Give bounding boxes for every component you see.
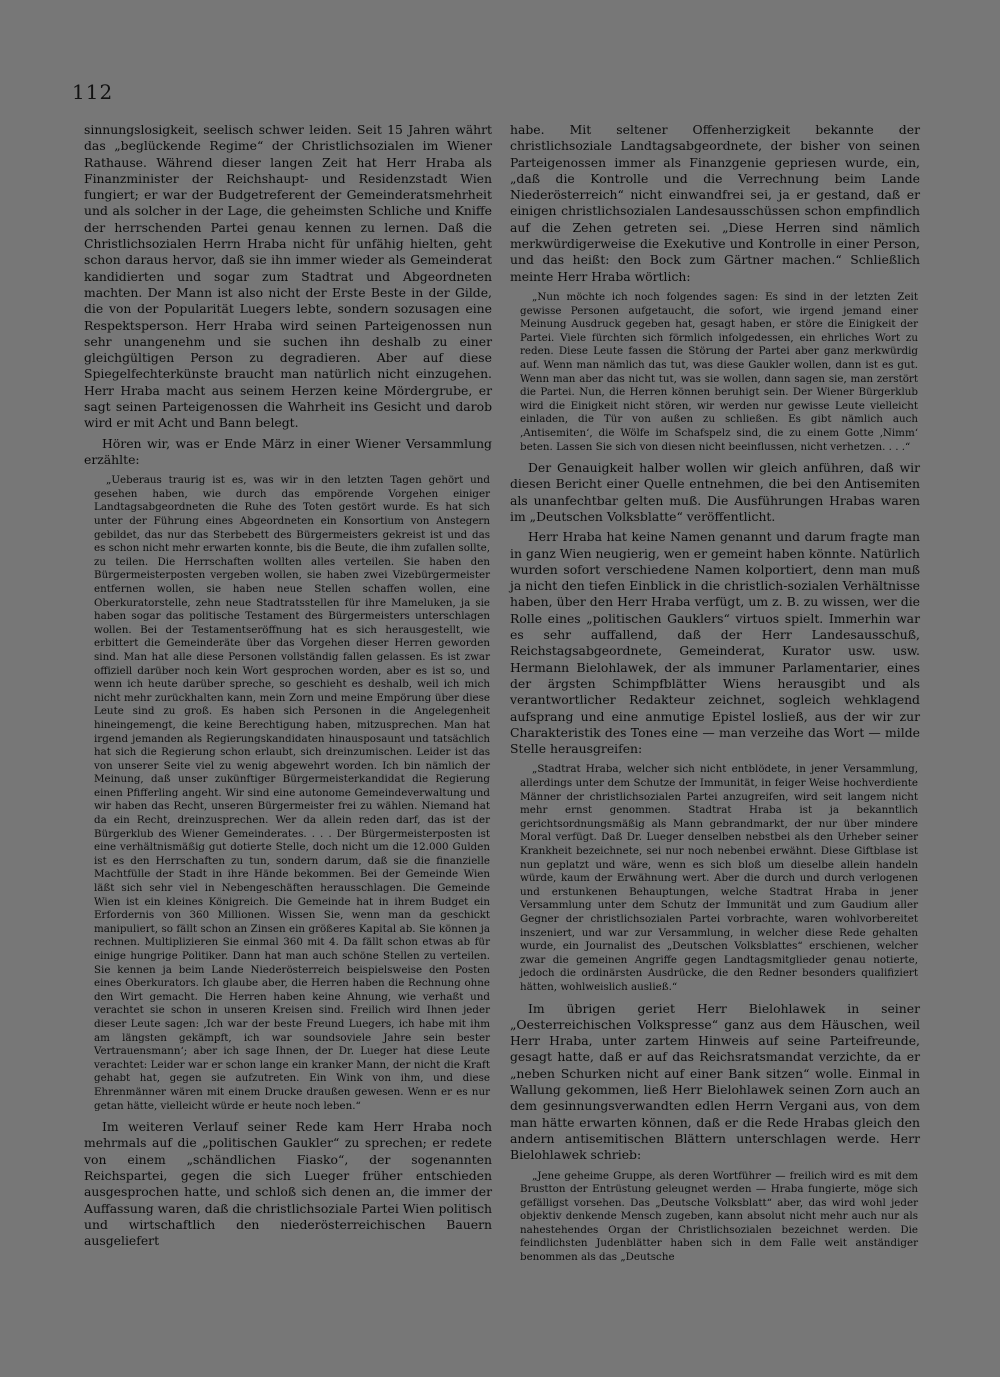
right-quote-2 xyxy=(510,763,920,994)
right-paragraph-4: Im übrigen geriet Herr Bielohlawek in seiner „Oesterreichischen Volkspresse“ ganz aus dem Häuschen, weil Herr Hraba, unter zartem Hinweis auf seine Parteifreunde, gesagt hatte, daß er auf das Reichsratsmandat verzichte, da er „neben Schurken nicht auf einer Bank sitzen“ wolle. Einmal in Wallung gekommen, ließ Herr Bielohlawek seinen Zorn auch an dem gesinnungsverwandten edlen Herrn Vergani aus, von dem man hätte erwarten können, daß er die Rede Hrabas gleich den andern antisemitischen Blättern unterschlagen werde. Herr Bielohlawek schrieb: xyxy=(510,1000,920,1163)
right-quote-3-text: „Jene geheime Gruppe, als deren Wortführer — freilich wird es mit dem Brustton der Entrüstung geleugnet werden — Hraba fungierte, möge sich gefälligst vorsehen. Das „Deutsche Volksblatt“ aber, das wird wohl jeder objektiv denkende Mensch zugeben, kann absolut nicht mehr auch nur als nahestehendes Organ der Christlichsozialen bezeichnet werden. Die feindlichsten Judenblätter haben sich in dem Falle weit anständiger benommen als das „Deutsche xyxy=(520,1169,918,1264)
right-quote-1-text: „Nun möchte ich noch folgendes sagen: Es sind in der letzten Zeit gewisse Personen aufgetaucht, die sofort, wie irgend jemand einer Meinung Ausdruck gegeben hat, gesagt haben, er störe die Einigkeit der Partei. Viele fürchten sich förmlich infolgedessen, ein ehrliches Wort zu reden. Diese Leute fassen die Störung der Partei aber ganz merkwürdig auf. Wenn man nämlich das tut, was diese Gaukler wollen, dann ist es gut. Wenn man aber das nicht tut, was sie wollen, dann sagen sie, man zerstört die Partei. Nun, die Herren können beruhigt sein. Der Wiener Bürgerklub wird die Einigkeit nicht stören, wir werden nur gewisse Leute vielleicht einladen, die Tür von außen zu schließen. Es gibt nämlich auch ‚Antisemiten‘, die Wölfe im Schafspelz sind, die zu einem Gotte ‚Nimm‘ beten. Lassen Sie sich von diesen nicht beeinflussen, nicht verhetzen. . . .“ xyxy=(520,290,918,453)
left-quote xyxy=(84,474,492,1113)
right-paragraph-3: Herr Hraba hat keine Namen genannt und darum fragte man in ganz Wien neugierig, wen er gemeint haben könnte. Natürlich wurden sofort verschiedene Namen kolportiert, denn man muß ja nicht den tiefen Einblick in die christlich-sozialen Verhältnisse haben, über den Herr Hraba verfügt, um z. B. zu wissen, wer die Rolle eines „politischen Gauklers“ virtuos spielt. Immerhin war es sehr auffallend, daß der Herr Landesausschuß, Reichstagsabgeordnete, Gemeinderat, Kurator usw. usw. Hermann Bielohlawek, der als immuner Parlamentarier, eines der ärgsten Schimpfblätter Wiens herausgibt und als verantwortlicher Redakteur zeichnet, sogleich wehklagend aufsprang und eine anmutige Epistel losließ, aus der wir zur Charakteristik des Tones eine — man verzeihe das Wort — milde Stelle herausgreifen: xyxy=(510,529,920,757)
right-quote-2-text: „Stadtrat Hraba, welcher sich nicht entblödete, in jener Versammlung, allerdings unter dem Schutze der Immunität, in feiger Weise hochverdiente Männer der christlichsozialen Partei anzugreifen, wird seit langem nicht mehr ernst genommen. Stadtrat Hraba ist ja bekanntlich gerichtsordnungsmäßig als Mann gebrandmarkt, der nur über mindere Moral verfügt. Daß Dr. Lueger denselben nebstbei als den Urheber seiner Krankheit bezeichnete, sei nur noch nebenbei erwähnt. Diese Giftblase ist nun geplatzt und wäre, wenn es sich bloß um dieselbe allein handeln würde, kaum der Erwähnung wert. Aber die durch und durch verlogenen und erstunkenen Behauptungen, welche Stadtrat Hraba in jener Versammlung unter dem Schutz der Immunität und zum Gaudium aller Gegner der christlichsozialen Partei vorbrachte, waren wohlvorbereitet inszeniert, und war zur Versammlung, in welcher diese Rede gehalten wurde, ein Journalist des „Deutschen Volksblattes“ erschienen, welcher zwar die gemeinen Angriffe gegen Landtagsmitglieder genau notierte, jedoch die ordinärsten Ausdrücke, die den Redner besonders qualifiziert hätten, wohlweislich ausließ.“ xyxy=(520,763,918,993)
left-paragraph-2: Hören wir, was er Ende März in einer Wiener Versammlung erzählte: xyxy=(84,435,492,467)
right-quote-1 xyxy=(510,291,920,454)
left-quote-text: „Ueberaus traurig ist es, was wir in den letzten Tagen gehört und gesehen haben, wie durch das empörende Vorgehen einiger Landtagsabgeordneten die Ruhe des Toten gestört wurde. Es hat sich unter der Führung eines Abgeordneten ein Konsortium von Anstegern gebildet, das nur das Sterbebett des Bürgermeisters gekreist ist und das es schon nicht mehr erwarten konnte, bis die Beute, die ihm zufallen sollte, zu teilen. Die Herrschaften wollten alles verteilen. Sie haben den Bürgermeisterposten vergeben wollen, sie haben zwei Vizebürgermeister entfernen wollen, sie haben neue Stellen schaffen wollen, eine Oberkuratorstelle, zehn neue Stadtratsstellen für ihre Mameluken, ja sie haben sogar das politische Testament des Bürgermeisters unterschlagen wollen. Bei der Testamentseröffnung hat es sich herausgestellt, wie erbittert die Gemeinderäte über das Vorgehen dieser Herren geworden sind. Man hat alle diese Personen vollständig fallen gelassen. Es ist zwar offiziell darüber noch kein Wort gesprochen worden, aber es ist so, und wenn ich heute darüber spreche, so geschieht es deshalb, weil ich mich nicht mehr zurückhalten kann, mein Zorn und meine Empörung über diese Leute sind zu groß. Es haben sich Personen in die Angelegenheit hineingemengt, die keine Berechtigung haben, mitzusprechen. Man hat irgend jemanden als Regierungskandidaten hinausposaunt und tatsächlich hat sich die Regierung schon erlaubt, sich dreinzumischen. Leider ist das von unserer Seite viel zu wenig abgewehrt worden. Ich bin nämlich der Meinung, daß unser zukünftiger Bürgermeisterkandidat die Regierung einen Pfifferling angeht. Wir sind eine autonome Gemeindeverwaltung und wir haben das Recht, unseren Bürgermeister frei zu wählen. Niemand hat da ein Recht, dreinzusprechen. Wer da allein reden darf, das ist der Bürgerklub des Wiener Gemeinderates. . . . Der Bürgermeisterposten ist eine verhältnismäßig gut dotierte Stelle, doch nicht um die 12.000 Gulden ist es den Herrschaften zu tun, sondern darum, daß sie die finanzielle Machtfülle der Stadt in ihre Hände bekommen. Bei der Gemeinde Wien läßt sich sehr viel in Nebengeschäften herausschlagen. Die Gemeinde Wien ist ein kleines Königreich. Die Gemeinde hat in ihrem Budget ein Erfordernis von 360 Millionen. Wissen Sie, wenn man da geschickt manipuliert, so fällt schon an Zinsen ein größeres Kapital ab. Sie können ja rechnen. Multiplizieren Sie einmal 360 mit 4. Da fällt schon etwas ab für einige hungrige Politiker. Dann hat man auch schöne Stellen zu verteilen. Sie kennen ja beim Lande Niederösterreich beispielsweise den Posten eines Oberkurators. Ich glaube aber, die Herren haben die Rechnung ohne den Wirt gemacht. Die Herren haben keine Ahnung, wie verhaßt und verachtet sie schon in unseren Kreisen sind. Freilich wird Ihnen jeder dieser Leute sagen: ‚Ich war der beste Freund Luegers, ich habe mit ihm am längsten gekämpft, ich war soundsoviele Jahre sein bester Vertrauensmann‘; aber ich sage Ihnen, der Dr. Lueger hat diese Leute verachtet: Leider war er schon lange ein kranker Mann, der nicht die Kraft gehabt hat, gegen sie aufzutreten. Ein Wink von ihm, und diese Ehrenmänner wären mit einem Drucke draußen gewesen. Wenn er es nur getan hätte, vielleicht würde er heute noch leben.“ xyxy=(94,474,490,1112)
page-number: 112 xyxy=(72,80,114,104)
left-paragraph-1: sinnungslosigkeit, seelisch schwer leiden. Seit 15 Jahren währt das „beglückende Regime“ der Christlichsozialen im Wiener Rathause. Während dieser langen Zeit hat Herr Hraba als Finanzminister der Reichshaupt- und Residenzstadt Wien fungiert; er war der Budgetreferent der Gemeinderatsmehrheit und als solcher in der Lage, die geheimsten Schliche und Kniffe der herrschenden Partei genau kennen zu lernen. Daß die Christlichsozialen Herrn Hraba nicht für unfähig hielten, geht schon daraus hervor, daß sie ihn immer wieder als Gemeinderat kandidierten und sogar zum Stadtrat und Abgeordneten machten. Der Mann ist also nicht der Erste Beste in der Gilde, die von der Popularität Luegers lebte, sondern sozusagen eine Respektsperson. Herr Hraba wird seinen Parteigenossen nun sehr unangenehm und sie suchen ihn deshalb zu einer gleichgültigen Person zu degradieren. Aber auf diese Spiegelfechterkünste braucht man natürlich nicht einzugehen. Herr Hraba macht aus seinem Herzen keine Mördergrube, er sagt seinen Parteigenossen die Wahrheit ins Gesicht und darob wird er mit Acht und Bann belegt. xyxy=(84,122,492,431)
left-paragraph-3: Im weiteren Verlauf seiner Rede kam Herr Hraba noch mehrmals auf die „politischen Gaukler“ zu sprechen; er redete von einem „schändlichen Fiasko“, der sogenannten Reichspartei, gegen die sich Lueger früher entschieden ausgesprochen hatte, und schloß sich denen an, die immer der Auffassung waren, daß die christlichsoziale Partei Wien politisch und wirtschaftlich den niederösterreichischen Bauern ausgeliefert xyxy=(84,1119,492,1249)
left-column xyxy=(84,122,492,1250)
right-quote-3 xyxy=(510,1170,920,1265)
right-paragraph-1: habe. Mit seltener Offenherzigkeit bekannte der christlichsoziale Landtagsabgeordnete, der bisher von seinen Parteigenossen immer als Finanzgenie gepriesen wurde, ein, „daß die Kontrolle und die Verrechnung beim Lande Niederösterreich“ nicht einwandfrei sei, ja er gestand, daß er einigen christlichsozialen Landesausschüssen schon empfindlich auf die Zehen getreten sei. „Diese Herren sind nämlich merkwürdigerweise die Exekutive und Kontrolle in einer Person, und das heißt: den Bock zum Gärtner machen.“ Schließlich meinte Herr Hraba wörtlich: xyxy=(510,122,920,284)
right-column xyxy=(510,122,920,1271)
right-paragraph-2: Der Genauigkeit halber wollen wir gleich anführen, daß wir diesen Bericht einer Quelle entnehmen, die bei den Antisemiten als unanfechtbar gelten muß. Die Ausführungen Hrabas waren im „Deutschen Volksblatte“ veröffentlicht. xyxy=(510,460,920,524)
